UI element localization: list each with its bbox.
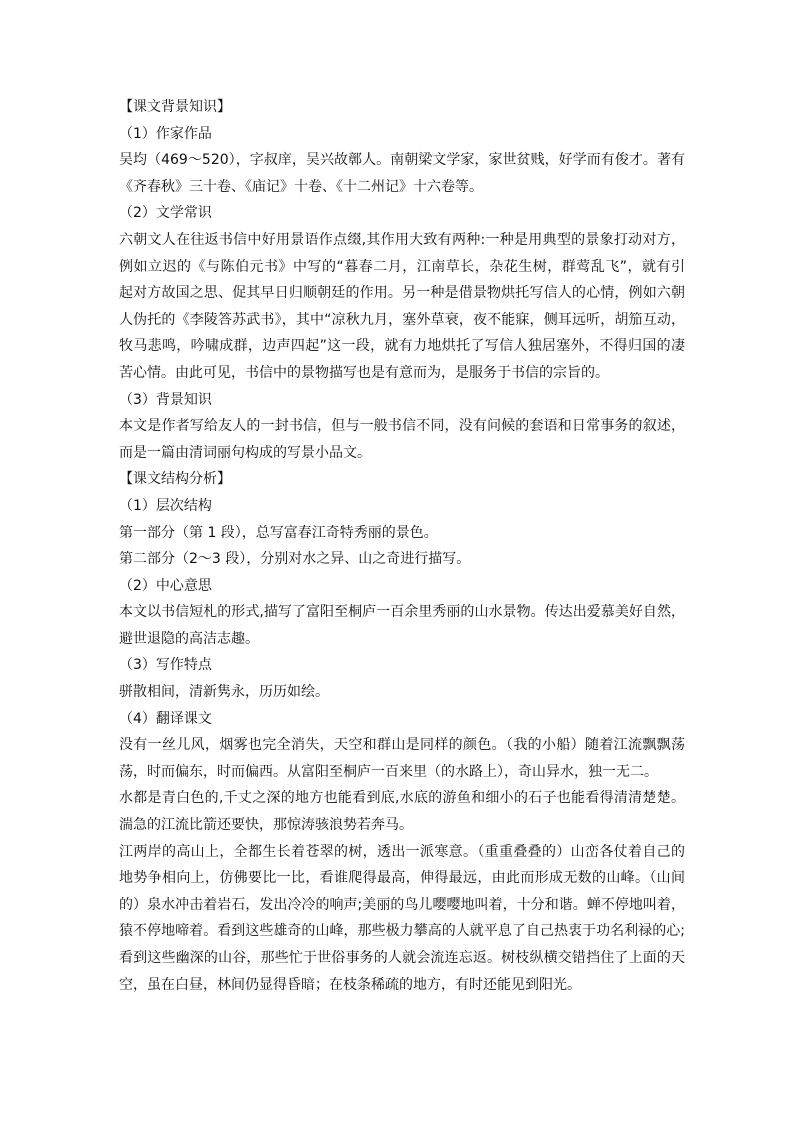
subheading-background-knowledge: （3）背景知识 <box>119 391 212 408</box>
paragraph-line: 吴均（469～520），字叔庠，吴兴故鄣人。南朝梁文学家，家世贫贱，好学而有俊才。著有 <box>119 152 685 169</box>
paragraph-line: 六朝文人在往返书信中好用景语作点缀,其作用大致有两种:一种是用典型的景象打动对方， <box>119 231 685 248</box>
subheading-literary-knowledge: （2）文学常识 <box>119 205 212 222</box>
paragraph-line: 空，虽在白昼，林间仍显得昏暗；在枝条稀疏的地方，有时还能见到阳光。 <box>119 976 581 993</box>
document-page <box>119 94 685 998</box>
paragraph-line: 苦心情。由此可见，书信中的景物描写也是有意而为，是服务于书信的宗旨的。 <box>119 364 609 381</box>
paragraph-line: 骈散相间，清新隽永，历历如绘。 <box>119 684 329 701</box>
paragraph-line: 看到这些幽深的山谷，那些忙于世俗事务的人就会流连忘返。树枝纵横交错挡住了上面的天 <box>119 950 685 966</box>
paragraph-line: 没有一丝儿风，烟雾也完全消失，天空和群山是同样的颜色。（我的小船）随着江流飘飘荡 <box>119 737 685 754</box>
paragraph-line: 湍急的江流比箭还要快，那惊涛骇浪势若奔马。 <box>119 817 413 834</box>
subheading-translation: （4）翻译课文 <box>119 710 212 727</box>
paragraph-line: 本文是作者写给友人的一封书信，但与一般书信不同，没有问候的套语和日常事务的叙述， <box>119 418 685 435</box>
subheading-writing-features: （3）写作特点 <box>119 657 212 674</box>
paragraph-line: 地势争相向上，仿佛要比一比，看谁爬得最高，伸得最远，由此而形成无数的山峰。（山间 <box>119 870 685 887</box>
paragraph-line: 江两岸的高山上，全都生长着苍翠的树，透出一派寒意。（重重叠叠的）山峦各仗着自己的 <box>119 843 685 860</box>
paragraph-line: 第二部分（2～3 段），分别对水之异、山之奇进行描写。 <box>119 551 471 568</box>
paragraph-line: 牧马悲鸣，吟啸成群，边声四起”这一段，就有力地烘托了写信人独居塞外，不得归国的凄 <box>119 338 685 355</box>
section-heading-structure: 【课文结构分析】 <box>119 471 231 488</box>
paragraph-line: 猿不停地啼着。看到这些雄奇的山峰，那些极力攀高的人就平息了自己热衷于功名利禄的心; <box>119 923 685 940</box>
paragraph-line: 《齐春秋》三十卷、《庙记》十卷、《十二州记》十六卷等。 <box>119 178 483 195</box>
paragraph-line: 人伪托的《李陵答苏武书》，其中“凉秋九月，塞外草衰，夜不能寐，侧耳远听，胡笳互动， <box>119 311 685 328</box>
paragraph-line: 水都是青白色的,千丈之深的地方也能看到底,水底的游鱼和细小的石子也能看得清清楚楚。 <box>119 790 685 807</box>
paragraph-line: 而是一篇由清词丽句构成的写景小品文。 <box>119 444 371 461</box>
paragraph-line: 例如立迟的《与陈伯元书》中写的“暮春二月，江南草长，杂花生树，群莺乱飞”，就有引 <box>119 258 685 275</box>
paragraph-line: 起对方故国之思、促其早日归顺朝廷的作用。另一种是借景物烘托写信人的心情，例如六朝 <box>119 285 685 302</box>
subheading-structure-levels: （1）层次结构 <box>119 497 212 514</box>
paragraph-line: 的）泉水冲击着岩石，发出冷冷的响声;美丽的鸟儿嘤嘤地叫着，十分和谐。蝉不停地叫着， <box>119 896 685 913</box>
paragraph-line: 本文以书信短札的形式,描写了富阳至桐庐一百余里秀丽的山水景物。传达出爱慕美好自然， <box>119 604 685 621</box>
paragraph-line: 第一部分（第 1 段），总写富春江奇特秀丽的景色。 <box>119 524 438 541</box>
paragraph-line: 避世退隐的高洁志趣。 <box>119 630 259 647</box>
paragraph-line: 荡，时而偏东，时而偏西。从富阳至桐庐一百来里（的水路上），奇山异水，独一无二。 <box>119 763 658 780</box>
subheading-central-idea: （2）中心意思 <box>119 577 212 594</box>
section-heading-background: 【课文背景知识】 <box>119 99 231 115</box>
subheading-author-works: （1）作家作品 <box>119 125 212 142</box>
